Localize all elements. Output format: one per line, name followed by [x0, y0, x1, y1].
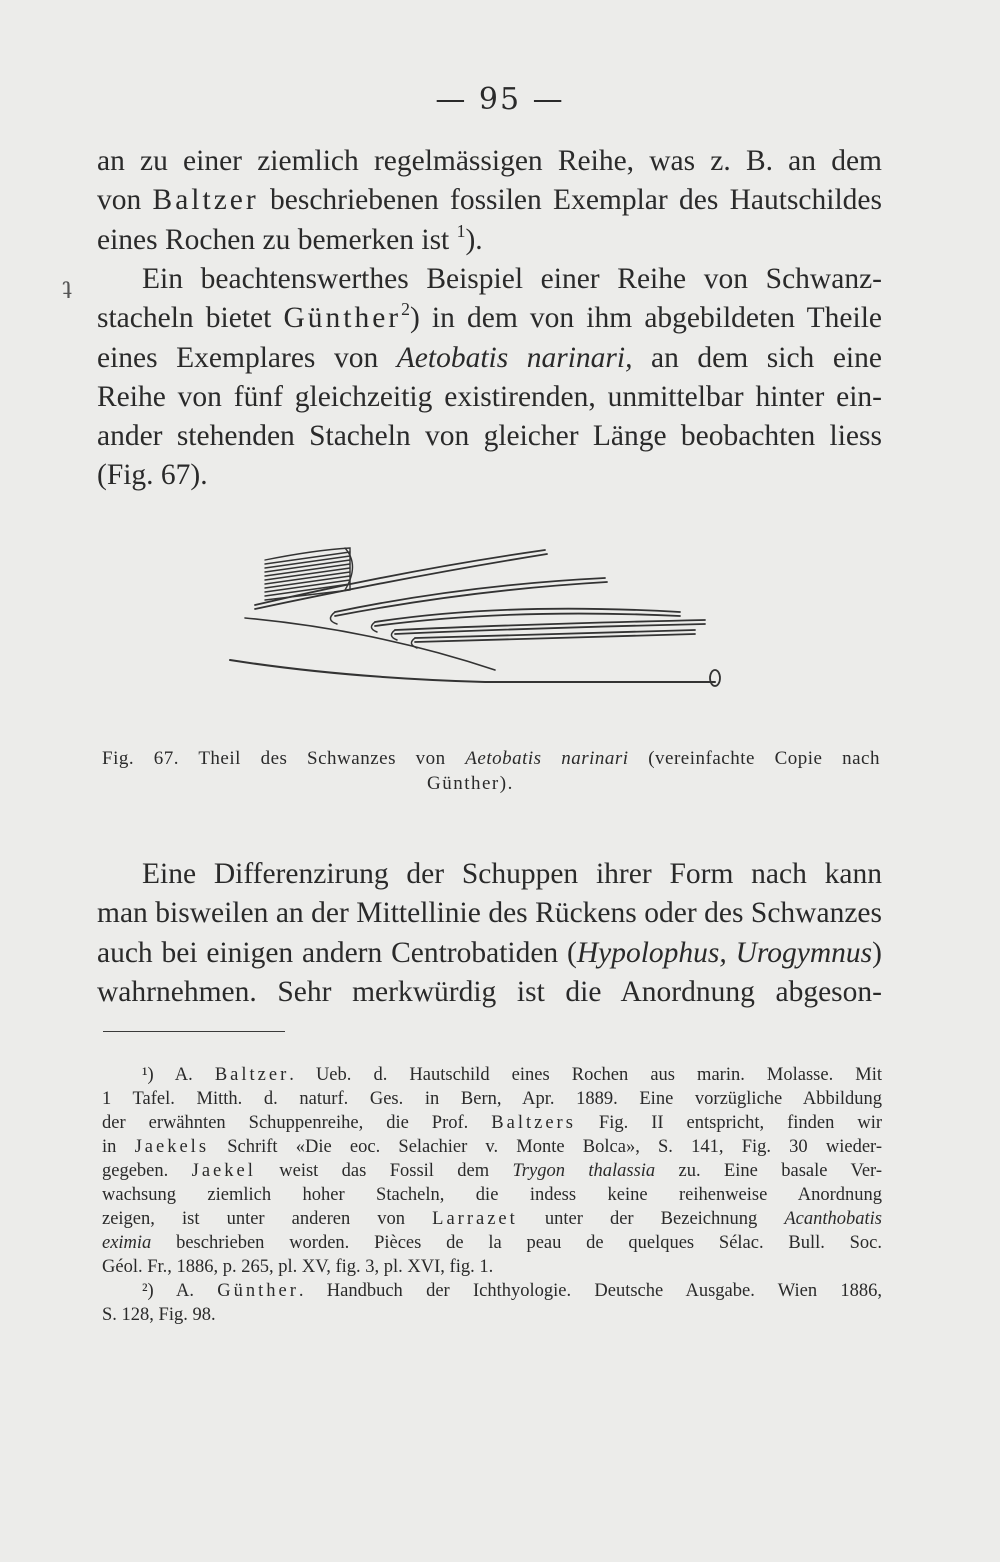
caption-line-1: Fig. 67. Theil des Schwanzes von Aetobatis narinari (vereinfachte Copie nach: [102, 748, 880, 769]
footnotes: [102, 1063, 882, 1327]
species-name: Aetobatis narinari,: [396, 341, 633, 374]
margin-mark: ʇ: [62, 272, 72, 300]
para2-line-1: Ein beachtenswerthes Beispiel einer Reihe von Schwanz-: [142, 263, 882, 295]
footnote-1-line-9: Géol. Fr., 1886, p. 265, pl. XV, fig. 3, pl. XVI, fig. 1.: [102, 1257, 494, 1277]
paragraph-3: [97, 855, 882, 1012]
footnote-ref-2: 2: [401, 299, 410, 320]
author-baltzer: Baltzer: [152, 184, 259, 217]
para1-line-3: eines Rochen zu bemerken ist $^1$).: [97, 220, 483, 256]
figure-67-tail-spines: [225, 530, 725, 700]
footnote-1-line-3: der erwähnten Schuppenreihe, die Prof. Baltzers Fig. II entspricht, finden wir: [102, 1113, 882, 1133]
footnote-1-line-4: in Jaekels Schrift «Die eoc. Selachier v. Monte Bolca», S. 141, Fig. 30 wieder-: [102, 1137, 883, 1157]
author-gunther: Günther: [283, 302, 402, 335]
footnote-1-line-6: wachsung ziemlich hoher Stacheln, die indess keine reihenweise Anordnung: [102, 1185, 882, 1205]
para3-line-2: man bisweilen an der Mittellinie des Rückens oder des Schwanzes: [97, 897, 882, 930]
footnote-1-line-2: 1 Tafel. Mitth. d. naturf. Ges. in Bern, Apr. 1889. Eine vorzügliche Abbildung: [102, 1089, 882, 1109]
footnote-2-line-2: S. 128, Fig. 98.: [102, 1305, 216, 1325]
footnote-1-line-1: ¹) A. Baltzer. Ueb. d. Hautschild eines Rochen aus marin. Molasse. Mit: [142, 1065, 883, 1085]
para2-line-5: ander stehenden Stacheln von gleicher Länge beobachten liess: [97, 420, 882, 453]
para2-line-6: (Fig. 67).: [97, 459, 208, 492]
para2-line-3: eines Exemplares von Aetobatis narinari, an dem sich eine: [97, 341, 882, 374]
footnote-2-line-1: ²) A. Günther. Handbuch der Ichthyologie. Deutsche Ausgabe. Wien 1886,: [142, 1281, 882, 1301]
footnote-1-line-8: eximia beschrieben worden. Pièces de la peau de quelques Sélac. Bull. Soc.: [102, 1233, 882, 1253]
para3-line-1: Eine Differenzirung der Schuppen ihrer Form nach kann: [142, 858, 882, 890]
para1-line-2: von Baltzer beschriebenen fossilen Exemplar des Hautschildes: [97, 184, 882, 217]
caption-species: Aetobatis narinari: [465, 748, 629, 769]
footnote-1-line-7: zeigen, ist unter anderen von Larrazet unter der Bezeichnung Acanthobatis: [102, 1209, 882, 1229]
footnote-rule: [103, 1031, 285, 1032]
genus-names: Hypolophus, Urogymnus: [576, 936, 873, 969]
footnote-ref-1: 1: [456, 220, 466, 241]
paragraph-2: [97, 260, 882, 496]
caption-line-2: Günther).: [427, 773, 514, 794]
tail-cut-end: [710, 670, 720, 686]
para3-line-4: wahrnehmen. Sehr merkwürdig ist die Anordnung abgeson-: [97, 975, 882, 1008]
para3-line-3: auch bei einigen andern Centrobatiden (Hypolophus, Urogymnus): [97, 936, 882, 969]
tail-upper-edge: [245, 618, 495, 670]
figure-caption: [102, 746, 880, 796]
paragraph-1: [97, 142, 882, 260]
para2-line-4: Reihe von fünf gleichzeitig existirenden, unmittelbar hinter ein-: [97, 380, 882, 413]
para1-line-1: an zu einer ziemlich regelmässigen Reihe, was z. B. an dem: [97, 145, 882, 177]
para2-line-2: stacheln bietet Günther$^2$) in dem von ihm abgebildeten Theile: [97, 299, 882, 335]
footnote-1-line-5: gegeben. Jaekel weist das Fossil dem Trygon thalassia zu. Eine basale Ver-: [102, 1161, 882, 1181]
spine-3: [375, 609, 680, 626]
page-number: — 95 —: [435, 82, 565, 117]
